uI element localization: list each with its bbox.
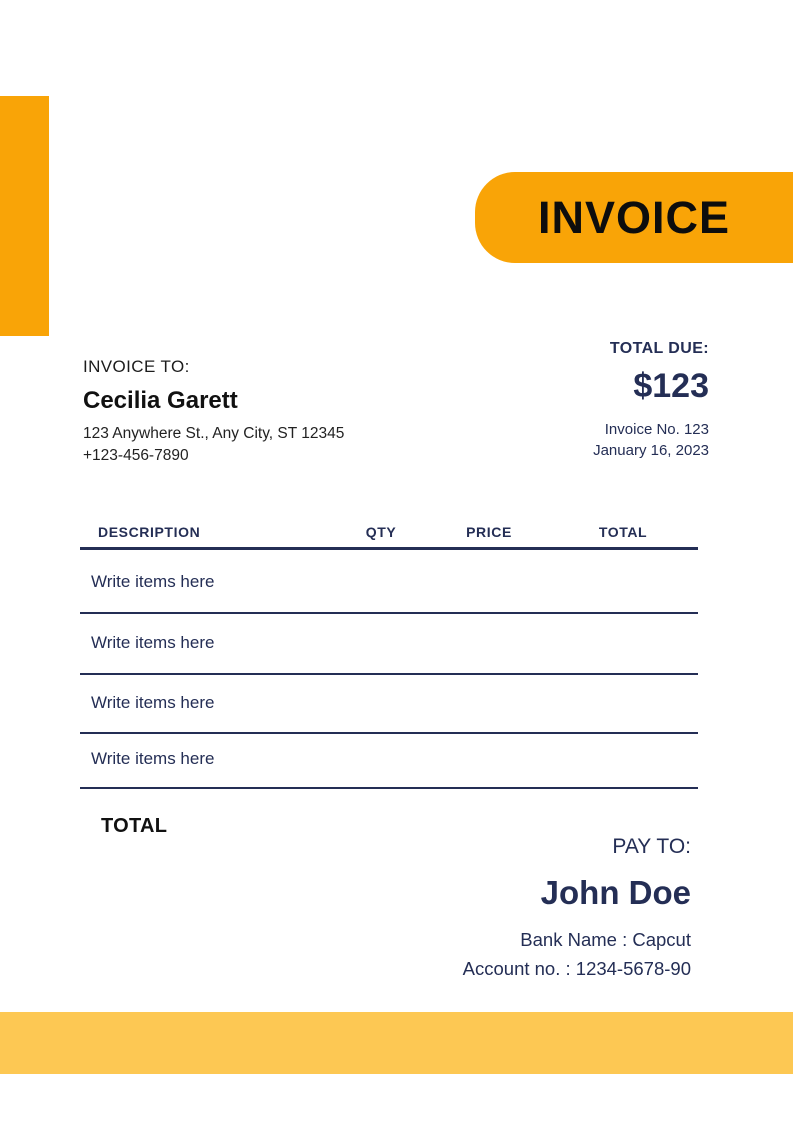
bill-to-label: INVOICE TO: <box>83 357 190 376</box>
item-description: Write items here <box>91 749 215 768</box>
column-header-total: TOTAL <box>598 524 648 540</box>
table-row-divider <box>80 732 698 734</box>
bank-name: Bank Name : Capcut <box>520 929 691 950</box>
payee-name: John Doe <box>540 874 691 911</box>
invoice-number: Invoice No. 123 <box>604 421 709 438</box>
left-accent-bar <box>0 96 49 336</box>
table-row-divider <box>80 612 698 614</box>
client-name: Cecilia Garett <box>83 387 238 414</box>
total-due-section <box>593 340 709 459</box>
total-due-amount: $123 <box>633 367 709 405</box>
table-row-divider <box>80 673 698 675</box>
column-header-price: PRICE <box>466 524 512 540</box>
grand-total-label: TOTAL <box>101 815 168 837</box>
table-header-divider <box>80 547 698 550</box>
client-phone: +123-456-7890 <box>83 447 189 464</box>
invoice-title-banner <box>475 172 793 263</box>
invoice-date: January 16, 2023 <box>593 442 709 459</box>
client-address: 123 Anywhere St., Any City, ST 12345 <box>83 425 345 442</box>
bottom-accent-bar <box>0 1012 793 1074</box>
item-description: Write items here <box>91 572 215 591</box>
column-header-description: DESCRIPTION <box>98 524 201 540</box>
item-description: Write items here <box>91 693 215 712</box>
invoice-title: INVOICE <box>537 191 731 243</box>
item-description: Write items here <box>91 633 215 652</box>
account-number: Account no. : 1234-5678-90 <box>462 958 691 979</box>
column-header-qty: QTY <box>365 524 397 540</box>
pay-to-label: PAY TO: <box>612 835 691 858</box>
total-due-label: TOTAL DUE: <box>609 340 709 357</box>
items-table <box>80 520 698 795</box>
table-row-divider <box>80 787 698 789</box>
bill-to-section <box>83 357 344 465</box>
pay-to-section <box>463 835 691 980</box>
